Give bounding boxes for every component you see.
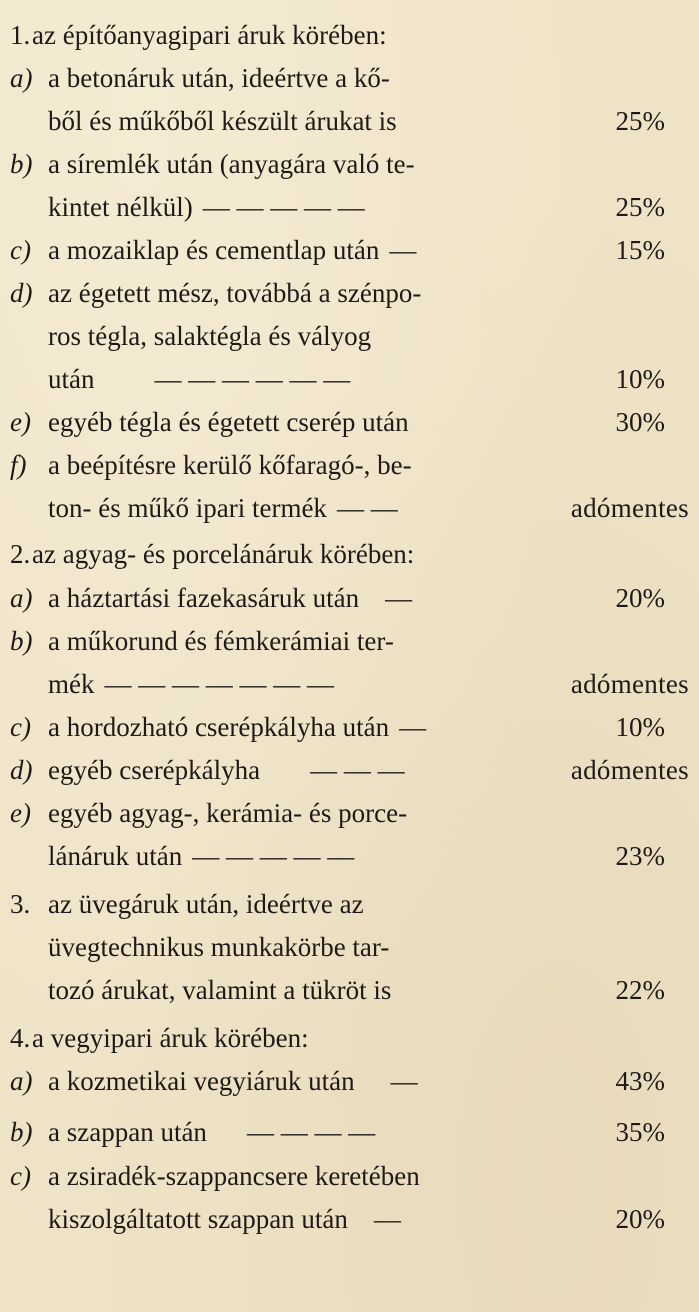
item-label: e): [10, 407, 31, 437]
dash-leader: —: [399, 712, 427, 742]
item-2d: [0, 749, 699, 792]
item-label: c): [10, 235, 31, 265]
item-2b-line-2: [0, 663, 699, 706]
item-text: mék: [48, 669, 95, 699]
item-rate: 10%: [615, 364, 665, 394]
dash-leader: — — — —: [246, 1117, 376, 1147]
section-title: a vegyipari áruk körében:: [32, 1023, 309, 1053]
item-label: d): [10, 755, 33, 785]
item-1c: [0, 229, 699, 272]
section-number: 2.: [10, 539, 31, 569]
dash-leader: —: [390, 1066, 418, 1096]
item-text: ros tégla, salaktégla és vályog: [48, 321, 372, 351]
item-label: a): [10, 583, 33, 613]
dash-leader: — —: [336, 493, 398, 523]
item-text: után: [48, 364, 95, 394]
item-text: a zsiradék-szappancsere keretében: [48, 1161, 420, 1191]
item-4b: [0, 1111, 699, 1154]
item-label: c): [10, 712, 31, 742]
item-1f-line-2: [0, 487, 699, 530]
dash-leader: —: [385, 583, 413, 613]
item-rate: 25%: [615, 106, 665, 136]
item-text: a hordozható cserépkályha után: [48, 712, 390, 742]
item-rate: 15%: [615, 235, 665, 265]
item-label: b): [10, 626, 33, 656]
item-rate: adómentes: [570, 755, 689, 785]
item-rate: 30%: [615, 407, 665, 437]
item-text: ből és műkőből készült árukat is: [48, 106, 397, 136]
item-rate: 25%: [615, 192, 665, 222]
section-title: az építőanyagipari áruk körében:: [32, 20, 387, 50]
item-label: e): [10, 798, 31, 828]
item-text: a háztartási fazekasáruk után: [48, 583, 360, 613]
item-rate: 23%: [615, 841, 665, 871]
item-text: az égetett mész, továbbá a szénpo-: [48, 278, 422, 308]
item-4c-line-2: [0, 1198, 699, 1241]
dash-leader: — — — — —: [192, 841, 355, 871]
item-text: egyéb agyag-, kerámia- és porce-: [48, 798, 408, 828]
item-rate: adómentes: [570, 493, 689, 523]
item-text: egyéb cserépkályha: [48, 755, 261, 785]
item-text: a mozaiklap és cementlap után: [48, 235, 380, 265]
dash-leader: — — — — — — —: [104, 669, 334, 699]
item-rate: 35%: [615, 1117, 665, 1147]
item-text: a szappan után: [48, 1117, 207, 1147]
item-label: a): [10, 63, 33, 93]
item-2c: [0, 706, 699, 749]
item-1b-line-2: [0, 186, 699, 229]
item-4a: [0, 1060, 699, 1103]
item-text: lánáruk után: [48, 841, 183, 871]
item-text: kiszolgáltatott szappan után: [48, 1204, 348, 1234]
item-label: b): [10, 149, 33, 179]
section-text: üvegtechnikus munkakörbe tar-: [48, 932, 390, 962]
dash-leader: —: [389, 235, 417, 265]
item-2a: [0, 577, 699, 620]
item-rate: adómentes: [570, 669, 689, 699]
item-text: a beépítésre kerülő kőfaragó-, be-: [48, 450, 412, 480]
item-text: kintet nélkül): [48, 192, 193, 222]
section-rate: 22%: [615, 975, 665, 1005]
section-text: az üvegáruk után, ideértve az: [48, 889, 364, 919]
dash-leader: —: [373, 1204, 401, 1234]
item-2e-line-2: [0, 835, 699, 878]
item-1d-line-3: [0, 358, 699, 401]
item-label: c): [10, 1161, 31, 1191]
item-text: ton- és műkő ipari termék: [48, 493, 327, 523]
dash-leader: — — — — —: [202, 192, 365, 222]
item-text: a betonáruk után, ideértve a kő-: [48, 63, 390, 93]
item-label: f): [10, 450, 27, 480]
item-text: egyéb tégla és égetett cserép után: [48, 407, 409, 437]
item-label: d): [10, 278, 33, 308]
item-1a-line-2: [0, 100, 699, 143]
item-text: a síremlék után (anyagára való te-: [48, 149, 415, 179]
dash-leader: — — — — — —: [154, 364, 351, 394]
section-number: 1.: [10, 20, 31, 50]
item-rate: 43%: [615, 1066, 665, 1096]
section-title: az agyag- és porcelánáruk körében:: [32, 539, 415, 569]
section-3-line-3: [0, 969, 699, 1012]
item-rate: 10%: [615, 712, 665, 742]
section-number: 3.: [10, 889, 31, 919]
item-text: a kozmetikai vegyiáruk után: [48, 1066, 355, 1096]
section-text: tozó árukat, valamint a tükröt is: [48, 975, 392, 1005]
item-text: a műkorund és fémkerámiai ter-: [48, 626, 394, 656]
item-rate: 20%: [615, 583, 665, 613]
section-number: 4.: [10, 1023, 31, 1053]
item-label: b): [10, 1117, 33, 1147]
item-label: a): [10, 1066, 33, 1096]
item-1e: [0, 401, 699, 444]
dash-leader: — — —: [310, 755, 405, 785]
item-rate: 20%: [615, 1204, 665, 1234]
